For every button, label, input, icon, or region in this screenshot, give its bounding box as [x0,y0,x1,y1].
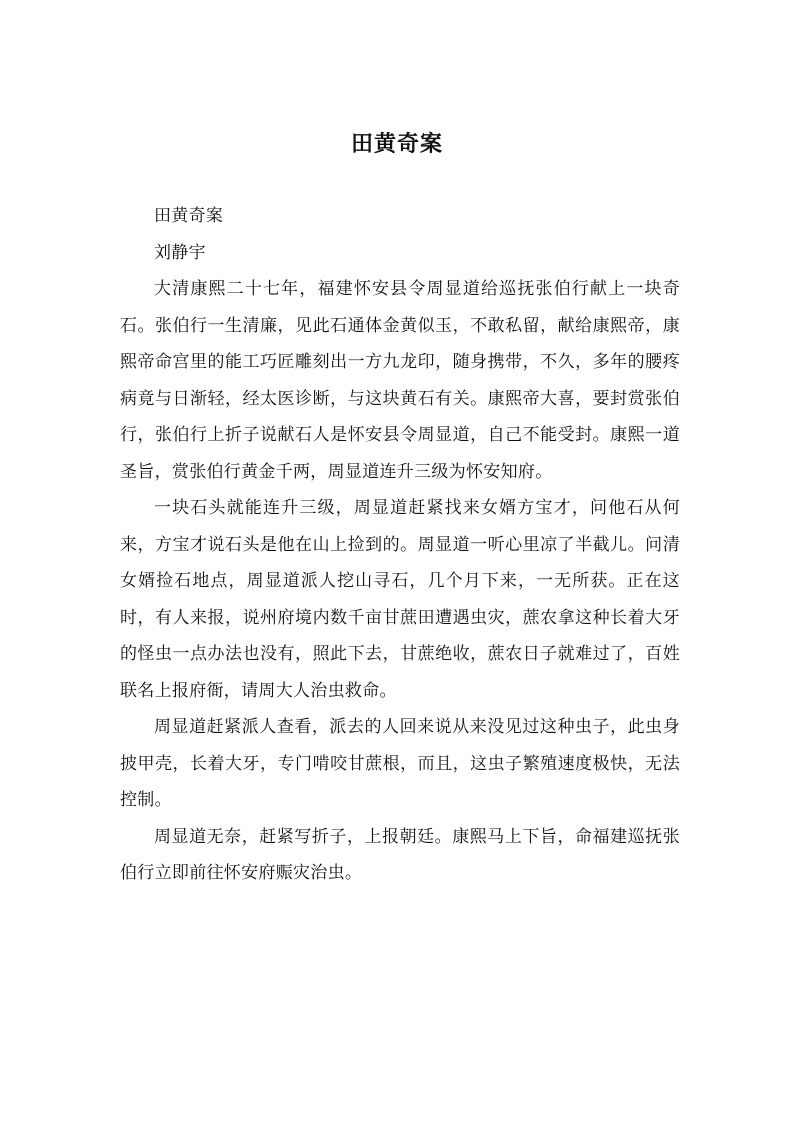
paragraph-4: 周显道无奈，赶紧写折子，上报朝廷。康熙马上下旨，命福建巡抚张伯行立即前往怀安府赈灾治虫。 [120,826,680,883]
document-title: 田黄奇案 [350,131,443,157]
document-body [120,198,680,892]
subtitle-line: 田黄奇案 [154,206,224,226]
paragraph-3: 周显道赶紧派人查看，派去的人回来说从来没见过这种虫子，此虫身披甲壳，长着大牙，专门啃咬甘蔗根，而且，这虫子繁殖速度极快，无法控制。 [120,717,680,810]
paragraph-1: 大清康熙二十七年，福建怀安县令周显道给巡抚张伯行献上一块奇石。张伯行一生清廉，见此石通体金黄似玉，不敢私留，献给康熙帝，康熙帝命宫里的能工巧匠雕刻出一方九龙印，随身携带，不久，多年的腰疼病竟与日渐轻，经太医诊断，与这块黄石有关。康熙帝大喜，要封赏张伯行，张伯行上折子说献石人是怀安县令周显道，自己不能受封。康熙一道圣旨，赏张伯行黄金千两，周显道连升三级为怀安知府。 [120,279,680,482]
author-line: 刘静宇 [154,242,206,263]
paragraph-2: 一块石头就能连升三级，周显道赶紧找来女婿方宝才，问他石从何来，方宝才说石头是他在山上捡到的。周显道一听心里凉了半截儿。问清女婿捡石地点，周显道派人挖山寻石，几个月下来，一无所获。正在这时，有人来报，说州府境内数千亩甘蔗田遭遇虫灾，蔗农拿这种长着大牙的怪虫一点办法也没有，照此下去，甘蔗绝收，蔗农日子就难过了，百姓联名上报府衙，请周大人治虫救命。 [120,498,680,701]
